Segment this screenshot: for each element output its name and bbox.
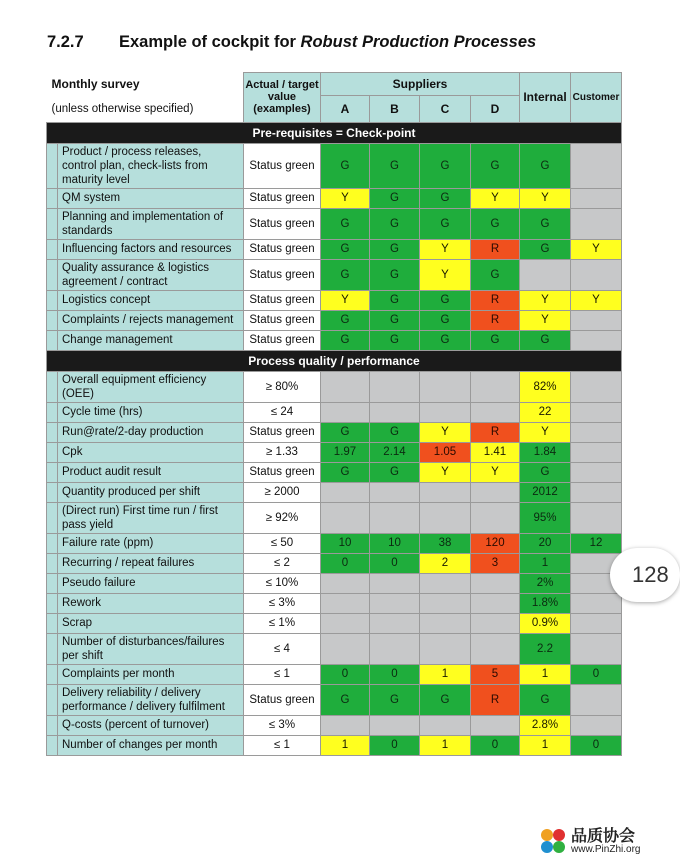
supplier-d-cell: R: [471, 422, 520, 442]
row-label: Number of changes per month: [58, 735, 244, 755]
supplier-d-cell: R: [471, 239, 520, 259]
supplier-b-cell: G: [370, 208, 420, 239]
internal-cell: 22: [520, 402, 571, 422]
row-label: Influencing factors and resources: [58, 239, 244, 259]
internal-cell: G: [520, 462, 571, 482]
customer-cell: [571, 259, 622, 290]
table-row: [47, 290, 622, 310]
row-target: ≤ 1: [244, 735, 321, 755]
supplier-b-cell: [370, 482, 420, 502]
row-label: Rework: [58, 593, 244, 613]
supplier-c-cell: 38: [420, 533, 471, 553]
supplier-c-cell: [420, 715, 471, 735]
supplier-a-cell: 0: [321, 664, 370, 684]
internal-cell: G: [520, 239, 571, 259]
survey-title: Monthly survey: [51, 77, 140, 91]
row-label: Run@rate/2-day production: [58, 422, 244, 442]
internal-cell: 82%: [520, 371, 571, 402]
row-label: Overall equipment efficiency (OEE): [58, 371, 244, 402]
supplier-b-cell: G: [370, 290, 420, 310]
supplier-a-cell: [321, 715, 370, 735]
row-label: Number of disturbances/failures per shift: [58, 633, 244, 664]
heading-prefix: Example of cockpit for: [119, 33, 301, 51]
table-row: [47, 533, 622, 553]
customer-cell: [571, 482, 622, 502]
customer-cell: [571, 208, 622, 239]
internal-cell: 0.9%: [520, 613, 571, 633]
row-label: Pseudo failure: [58, 573, 244, 593]
supplier-c-cell: Y: [420, 239, 471, 259]
customer-header: Customer: [571, 73, 622, 123]
supplier-c-cell: [420, 613, 471, 633]
supplier-b-cell: G: [370, 259, 420, 290]
supplier-b-cell: [370, 402, 420, 422]
supplier-b-cell: G: [370, 310, 420, 330]
customer-cell: [571, 402, 622, 422]
row-target: Status green: [244, 143, 321, 188]
internal-cell: [520, 259, 571, 290]
row-margin: [47, 290, 58, 310]
section-title: Process quality / performance: [47, 350, 622, 371]
internal-cell: Y: [520, 422, 571, 442]
row-margin: [47, 239, 58, 259]
row-target: Status green: [244, 188, 321, 208]
row-margin: [47, 208, 58, 239]
row-label: Delivery reliability / delivery performance / delivery fulfilment: [58, 684, 244, 715]
supplier-b-cell: 2.14: [370, 442, 420, 462]
supplier-b-cell: G: [370, 239, 420, 259]
row-label: (Direct run) First time run / first pass yield: [58, 502, 244, 533]
row-target: ≤ 2: [244, 553, 321, 573]
supplier-d-cell: [471, 715, 520, 735]
internal-cell: 2.8%: [520, 715, 571, 735]
table-row: [47, 735, 622, 755]
customer-cell: [571, 442, 622, 462]
supplier-a-cell: G: [321, 422, 370, 442]
supplier-c-cell: [420, 593, 471, 613]
supplier-b-cell: G: [370, 462, 420, 482]
internal-cell: Y: [520, 188, 571, 208]
row-target: Status green: [244, 290, 321, 310]
supplier-d-cell: [471, 573, 520, 593]
supplier-d-cell: [471, 482, 520, 502]
supplier-c-cell: Y: [420, 259, 471, 290]
supplier-a-cell: [321, 573, 370, 593]
customer-cell: [571, 633, 622, 664]
supplier-a-cell: G: [321, 310, 370, 330]
supplier-c-cell: Y: [420, 422, 471, 442]
internal-cell: 2.2: [520, 633, 571, 664]
internal-cell: G: [520, 330, 571, 350]
row-margin: [47, 143, 58, 188]
supplier-c-cell: G: [420, 684, 471, 715]
supplier-d-cell: 1.41: [471, 442, 520, 462]
section-title: Pre-requisites = Check-point: [47, 122, 622, 143]
customer-cell: [571, 330, 622, 350]
internal-cell: Y: [520, 290, 571, 310]
row-margin: [47, 613, 58, 633]
row-margin: [47, 633, 58, 664]
supplier-c-cell: [420, 402, 471, 422]
table-row: [47, 684, 622, 715]
customer-cell: [571, 422, 622, 442]
supplier-a-cell: 1: [321, 735, 370, 755]
supplier-d-cell: R: [471, 310, 520, 330]
internal-cell: 1: [520, 553, 571, 573]
suppliers-header: Suppliers: [321, 73, 520, 96]
row-label: Quantity produced per shift: [58, 482, 244, 502]
supplier-d-cell: [471, 593, 520, 613]
supplier-a-cell: Y: [321, 290, 370, 310]
table-row: [47, 482, 622, 502]
supplier-a-cell: G: [321, 330, 370, 350]
customer-cell: [571, 502, 622, 533]
row-target: Status green: [244, 259, 321, 290]
row-target: Status green: [244, 239, 321, 259]
supplier-b-cell: [370, 613, 420, 633]
supplier-d-cell: 5: [471, 664, 520, 684]
supplier-d-cell: R: [471, 290, 520, 310]
internal-cell: 20: [520, 533, 571, 553]
row-target: ≥ 92%: [244, 502, 321, 533]
row-label: Complaints per month: [58, 664, 244, 684]
supplier-b-cell: G: [370, 143, 420, 188]
supplier-col-c: C: [420, 96, 471, 123]
customer-cell: [571, 684, 622, 715]
row-target: Status green: [244, 208, 321, 239]
row-target: Status green: [244, 462, 321, 482]
table-row: [47, 188, 622, 208]
table-row: [47, 143, 622, 188]
row-margin: [47, 371, 58, 402]
customer-cell: [571, 593, 622, 613]
row-target: ≤ 4: [244, 633, 321, 664]
table-row: [47, 442, 622, 462]
logo-mark-icon: [537, 825, 569, 857]
supplier-b-cell: [370, 715, 420, 735]
internal-cell: G: [520, 684, 571, 715]
supplier-a-cell: [321, 482, 370, 502]
supplier-b-cell: 0: [370, 664, 420, 684]
supplier-a-cell: 10: [321, 533, 370, 553]
supplier-d-cell: 3: [471, 553, 520, 573]
supplier-b-cell: [370, 502, 420, 533]
supplier-a-cell: [321, 613, 370, 633]
row-label: Complaints / rejects management: [58, 310, 244, 330]
customer-cell: 0: [571, 735, 622, 755]
row-target: ≥ 1.33: [244, 442, 321, 462]
row-target: ≤ 1: [244, 664, 321, 684]
table-row: [47, 593, 622, 613]
table-row: [47, 553, 622, 573]
supplier-a-cell: [321, 502, 370, 533]
table-row: [47, 422, 622, 442]
customer-cell: 12: [571, 533, 622, 553]
table-row: [47, 573, 622, 593]
row-label: Change management: [58, 330, 244, 350]
supplier-d-cell: G: [471, 330, 520, 350]
supplier-a-cell: G: [321, 259, 370, 290]
row-margin: [47, 422, 58, 442]
supplier-a-cell: G: [321, 239, 370, 259]
row-target: ≤ 1%: [244, 613, 321, 633]
supplier-b-cell: 0: [370, 553, 420, 573]
customer-cell: [571, 715, 622, 735]
row-label: Quality assurance & logistics agreement / contract: [58, 259, 244, 290]
internal-cell: 2012: [520, 482, 571, 502]
supplier-a-cell: [321, 633, 370, 664]
customer-cell: Y: [571, 239, 622, 259]
internal-cell: 95%: [520, 502, 571, 533]
supplier-col-a: A: [321, 96, 370, 123]
internal-cell: 1.8%: [520, 593, 571, 613]
row-margin: [47, 442, 58, 462]
supplier-b-cell: G: [370, 684, 420, 715]
row-margin: [47, 593, 58, 613]
row-label: Scrap: [58, 613, 244, 633]
internal-cell: Y: [520, 310, 571, 330]
row-label: Q-costs (percent of turnover): [58, 715, 244, 735]
table-row: [47, 330, 622, 350]
logo-name: 品质协会: [571, 828, 636, 845]
customer-cell: [571, 613, 622, 633]
table-row: [47, 259, 622, 290]
row-target: ≤ 50: [244, 533, 321, 553]
row-target: ≥ 2000: [244, 482, 321, 502]
row-margin: [47, 462, 58, 482]
internal-cell: 1: [520, 664, 571, 684]
section-header: [47, 350, 622, 371]
supplier-b-cell: 10: [370, 533, 420, 553]
row-label: Planning and implementation of standards: [58, 208, 244, 239]
supplier-a-cell: G: [321, 143, 370, 188]
logo-url: www.PinZhi.org: [571, 844, 641, 855]
table-row: [47, 462, 622, 482]
supplier-d-cell: [471, 633, 520, 664]
row-target: ≥ 80%: [244, 371, 321, 402]
row-target: Status green: [244, 330, 321, 350]
supplier-a-cell: 1.97: [321, 442, 370, 462]
internal-cell: 1.84: [520, 442, 571, 462]
row-target: Status green: [244, 684, 321, 715]
supplier-col-d: D: [471, 96, 520, 123]
internal-header: Internal: [520, 73, 571, 123]
row-margin: [47, 402, 58, 422]
supplier-d-cell: G: [471, 208, 520, 239]
row-label: QM system: [58, 188, 244, 208]
pinzhi-logo: [537, 823, 657, 859]
customer-cell: [571, 188, 622, 208]
target-header: Actual / target value (examples): [244, 73, 321, 123]
row-target: Status green: [244, 310, 321, 330]
customer-cell: 0: [571, 664, 622, 684]
supplier-d-cell: G: [471, 259, 520, 290]
row-target: Status green: [244, 422, 321, 442]
internal-cell: G: [520, 208, 571, 239]
table-row: [47, 310, 622, 330]
cockpit-table: [46, 72, 622, 756]
row-margin: [47, 482, 58, 502]
internal-cell: 2%: [520, 573, 571, 593]
row-margin: [47, 715, 58, 735]
supplier-c-cell: G: [420, 208, 471, 239]
table-row: [47, 502, 622, 533]
supplier-b-cell: 0: [370, 735, 420, 755]
internal-cell: G: [520, 143, 571, 188]
row-label: Product / process releases, control plan, check-lists from maturity level: [58, 143, 244, 188]
customer-cell: [571, 371, 622, 402]
supplier-a-cell: G: [321, 462, 370, 482]
survey-subtitle: (unless otherwise specified): [51, 102, 194, 115]
row-target: ≤ 3%: [244, 715, 321, 735]
row-margin: [47, 330, 58, 350]
row-target: ≤ 10%: [244, 573, 321, 593]
supplier-d-cell: [471, 502, 520, 533]
row-label: Failure rate (ppm): [58, 533, 244, 553]
supplier-a-cell: [321, 593, 370, 613]
supplier-a-cell: [321, 371, 370, 402]
supplier-col-b: B: [370, 96, 420, 123]
page-number-badge[interactable]: [610, 548, 680, 602]
supplier-d-cell: Y: [471, 188, 520, 208]
supplier-a-cell: 0: [321, 553, 370, 573]
customer-cell: [571, 462, 622, 482]
supplier-c-cell: [420, 371, 471, 402]
table-row: [47, 715, 622, 735]
table-row: [47, 371, 622, 402]
row-margin: [47, 259, 58, 290]
supplier-c-cell: G: [420, 310, 471, 330]
row-margin: [47, 533, 58, 553]
supplier-a-cell: G: [321, 208, 370, 239]
supplier-c-cell: Y: [420, 462, 471, 482]
supplier-c-cell: 2: [420, 553, 471, 573]
page-number: 128: [632, 562, 669, 587]
supplier-d-cell: 120: [471, 533, 520, 553]
supplier-c-cell: 1: [420, 735, 471, 755]
supplier-c-cell: [420, 502, 471, 533]
row-label: Logistics concept: [58, 290, 244, 310]
supplier-c-cell: [420, 633, 471, 664]
supplier-b-cell: G: [370, 188, 420, 208]
supplier-d-cell: Y: [471, 462, 520, 482]
row-label: Recurring / repeat failures: [58, 553, 244, 573]
heading-emphasis: Robust Production Processes: [300, 33, 537, 51]
table-row: [47, 239, 622, 259]
supplier-c-cell: G: [420, 188, 471, 208]
row-margin: [47, 735, 58, 755]
supplier-b-cell: G: [370, 330, 420, 350]
customer-cell: Y: [571, 290, 622, 310]
customer-cell: [571, 310, 622, 330]
supplier-d-cell: [471, 371, 520, 402]
supplier-b-cell: [370, 371, 420, 402]
supplier-c-cell: G: [420, 143, 471, 188]
row-margin: [47, 502, 58, 533]
section-heading: [47, 33, 536, 52]
supplier-d-cell: R: [471, 684, 520, 715]
row-label: Product audit result: [58, 462, 244, 482]
table-row: [47, 613, 622, 633]
row-target: ≤ 3%: [244, 593, 321, 613]
row-margin: [47, 573, 58, 593]
section-number: 7.2.7: [47, 33, 84, 51]
table-row: [47, 633, 622, 664]
supplier-b-cell: [370, 633, 420, 664]
supplier-a-cell: [321, 402, 370, 422]
supplier-a-cell: Y: [321, 188, 370, 208]
row-margin: [47, 684, 58, 715]
supplier-c-cell: G: [420, 290, 471, 310]
customer-cell: [571, 143, 622, 188]
supplier-d-cell: [471, 402, 520, 422]
cockpit-body: [47, 122, 622, 755]
row-label: Cycle time (hrs): [58, 402, 244, 422]
supplier-d-cell: 0: [471, 735, 520, 755]
table-row: [47, 208, 622, 239]
row-target: ≤ 24: [244, 402, 321, 422]
row-margin: [47, 664, 58, 684]
supplier-b-cell: [370, 593, 420, 613]
table-row: [47, 664, 622, 684]
row-margin: [47, 188, 58, 208]
supplier-c-cell: 1: [420, 664, 471, 684]
supplier-c-cell: [420, 573, 471, 593]
supplier-d-cell: G: [471, 143, 520, 188]
supplier-c-cell: [420, 482, 471, 502]
internal-cell: 1: [520, 735, 571, 755]
row-margin: [47, 553, 58, 573]
supplier-b-cell: [370, 573, 420, 593]
supplier-a-cell: G: [321, 684, 370, 715]
row-margin: [47, 310, 58, 330]
table-row: [47, 402, 622, 422]
supplier-c-cell: G: [420, 330, 471, 350]
supplier-c-cell: 1.05: [420, 442, 471, 462]
supplier-d-cell: [471, 613, 520, 633]
supplier-b-cell: G: [370, 422, 420, 442]
section-header: [47, 122, 622, 143]
row-label: Cpk: [58, 442, 244, 462]
